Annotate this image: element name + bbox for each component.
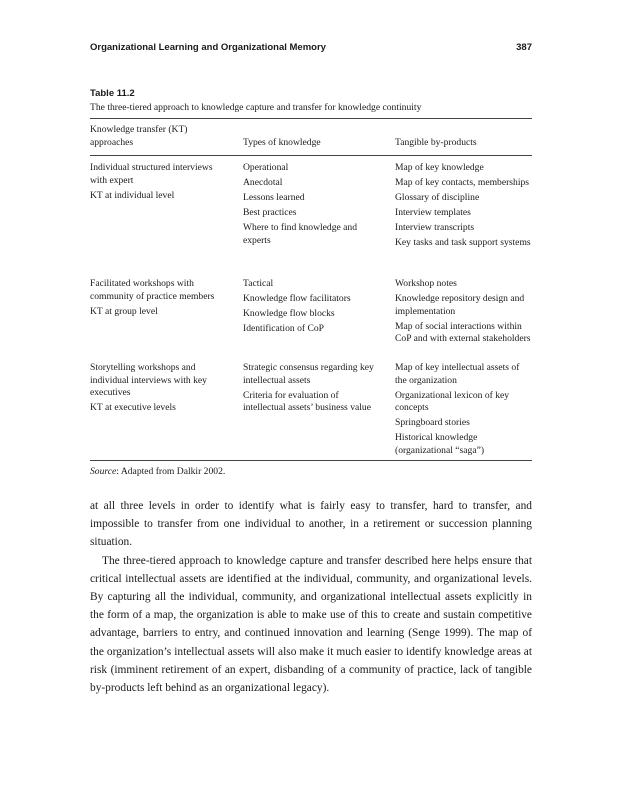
table-cell: Lessons learned xyxy=(243,192,305,203)
table-cell: Historical knowledge (organizational “saga”) xyxy=(395,432,485,456)
table-cell: Storytelling workshops and individual interviews with key executives xyxy=(90,362,207,398)
table-label: Table 11.2 xyxy=(90,88,135,99)
row2-types xyxy=(243,278,383,338)
table-cell: Criteria for evaluation of intellectual assets’ business value xyxy=(243,389,371,413)
table-cell: Where to find knowledge and experts xyxy=(243,222,358,246)
table-cell: KT at individual level xyxy=(90,189,175,201)
table-cell: Workshop notes xyxy=(395,278,457,289)
table-header-rule xyxy=(90,155,532,156)
table-cell: Map of key intellectual assets of the organization xyxy=(395,362,520,386)
table-cell: Map of social interactions within CoP and with external stakeholders xyxy=(395,320,531,344)
row1-byproducts xyxy=(395,162,532,252)
table-cell: Interview templates xyxy=(395,207,471,218)
table-cell: Knowledge repository design and implementation xyxy=(395,293,525,317)
header-kt-approaches-line1: Knowledge transfer (KT) xyxy=(90,124,188,135)
row1-types xyxy=(243,162,383,250)
table-caption: The three-tiered approach to knowledge capture and transfer for knowledge continuity xyxy=(90,102,422,113)
table-cell: Tactical xyxy=(243,278,274,289)
table-cell: Knowledge flow facilitators xyxy=(243,293,351,304)
table-cell: Strategic consensus regarding key intellectual assets xyxy=(243,362,374,386)
table-cell: Knowledge flow blocks xyxy=(243,308,335,319)
table-source xyxy=(90,466,225,477)
body-paragraph-2: The three-tiered approach to knowledge capture and transfer described here helps ensure that critical intellectual assets are identified at the individual, community, and organizational levels. By capturing all the individual, community, and organizational intellectual assets explicitly in the form of a map, the organization is able to make use of this to create and sustain competitive advantage, barriers to entry, and continued innovation and learning (Senge 1999). The map of the organization’s intellectual assets will also make it much easier to identify knowledge areas at risk (imminent retirement of an expert, disbanding of a community of practice, lack of tangible by-products left behind as an organizational legacy). xyxy=(90,554,532,695)
row3-byproducts xyxy=(395,362,532,460)
body-paragraph-1: at all three levels in order to identify what is fairly easy to transfer, hard to transfer, and impossible to transfer from one individual to another, in a retirement or succession planning situation. xyxy=(90,500,532,549)
table-cell: Map of key contacts, memberships xyxy=(395,177,530,188)
row2-approaches xyxy=(90,278,230,321)
header-kt-approaches xyxy=(90,124,240,149)
table-cell: Interview transcripts xyxy=(395,222,475,233)
page-number: 387 xyxy=(516,42,532,53)
table-cell: Organizational lexicon of key concepts xyxy=(395,389,510,413)
source-label: Source xyxy=(90,466,117,477)
row2-byproducts xyxy=(395,278,532,348)
running-head-title: Organizational Learning and Organizational Memory xyxy=(90,42,326,53)
table-cell: Glossary of discipline xyxy=(395,192,480,203)
table-cell: Key tasks and task support systems xyxy=(395,237,531,248)
table-cell: Identification of CoP xyxy=(243,323,324,334)
source-text: : Adapted from Dalkir 2002. xyxy=(116,466,226,477)
row3-approaches xyxy=(90,362,230,417)
table-cell: Facilitated workshops with community of practice members xyxy=(90,278,215,302)
header-kt-approaches-line2: approaches xyxy=(90,136,134,148)
table-cell: Individual structured interviews with expert xyxy=(90,162,213,186)
table-cell: Operational xyxy=(243,162,289,173)
row3-types xyxy=(243,362,378,417)
body-text xyxy=(90,497,532,697)
table-bottom-rule xyxy=(90,460,532,461)
header-types-of-knowledge: Types of knowledge xyxy=(243,136,321,148)
header-tangible-byproducts: Tangible by-products xyxy=(395,136,477,148)
running-head xyxy=(90,42,532,53)
table-cell: KT at executive levels xyxy=(90,402,176,413)
table-top-rule xyxy=(90,118,532,119)
table-cell: Best practices xyxy=(243,207,297,218)
table-cell: Map of key knowledge xyxy=(395,162,484,173)
row1-approaches xyxy=(90,162,230,205)
table-cell: KT at group level xyxy=(90,305,158,317)
table-cell: Springboard stories xyxy=(395,417,470,428)
table-cell: Anecdotal xyxy=(243,177,283,188)
